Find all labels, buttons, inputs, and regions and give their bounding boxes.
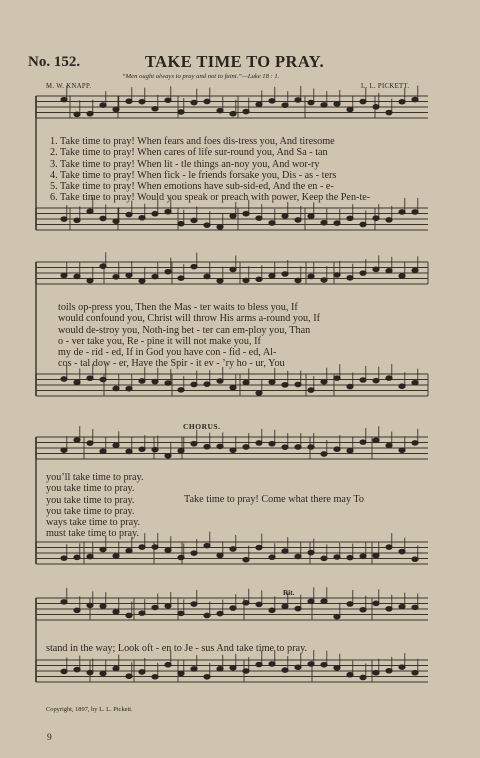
- note-head: [230, 267, 236, 272]
- note-head: [152, 545, 158, 550]
- note-head: [217, 108, 223, 113]
- verse-2-line: would confound you, Christ will throw His arms a-round you, If: [58, 313, 321, 325]
- note-head: [230, 547, 236, 552]
- note-head: [178, 276, 184, 281]
- verse-4-line: 4. Take time to pray! When fick - le friends forsake you, Dis - as - ters: [50, 169, 337, 181]
- note-head: [360, 99, 366, 104]
- note-head: [217, 611, 223, 616]
- chorus-line: you take time to pray.: [46, 483, 135, 495]
- verse-1-line: toils op-press you, Then the Mas - ter waits to bless you, If: [58, 302, 298, 313]
- note-head: [191, 602, 197, 607]
- note-head: [321, 452, 327, 457]
- note-head: [178, 448, 184, 453]
- note-head: [165, 548, 171, 553]
- note-head: [113, 274, 119, 279]
- note-head: [360, 554, 366, 559]
- chorus-line: ways take time to pray.: [46, 517, 141, 529]
- note-head: [243, 669, 249, 674]
- note-head: [87, 441, 93, 446]
- note-head: [282, 604, 288, 609]
- note-head: [373, 601, 379, 606]
- note-head: [243, 211, 249, 216]
- note-head: [334, 102, 340, 107]
- note-head: [126, 674, 132, 679]
- note-head: [204, 274, 210, 279]
- note-head: [282, 214, 288, 219]
- lyricist-credit: M. W. KNAPP.: [46, 83, 92, 90]
- note-head: [217, 444, 223, 449]
- note-head: [178, 221, 184, 226]
- note-head: [360, 378, 366, 383]
- note-head: [217, 278, 223, 283]
- note-head: [74, 667, 80, 672]
- note-head: [61, 600, 67, 605]
- note-head: [204, 613, 210, 618]
- note-head: [295, 278, 301, 283]
- note-head: [256, 277, 262, 282]
- note-head: [191, 100, 197, 105]
- note-head: [269, 555, 275, 560]
- system1-verses: [50, 136, 370, 204]
- note-head: [165, 662, 171, 667]
- note-head: [152, 274, 158, 279]
- note-head: [412, 605, 418, 610]
- note-head: [282, 445, 288, 450]
- note-head: [139, 670, 145, 675]
- note-head: [295, 665, 301, 670]
- note-head: [139, 215, 145, 220]
- note-head: [204, 223, 210, 228]
- note-head: [347, 216, 353, 221]
- note-head: [295, 382, 301, 387]
- note-head: [113, 443, 119, 448]
- note-head: [126, 386, 132, 391]
- note-head: [347, 276, 353, 281]
- note-head: [243, 109, 249, 114]
- note-head: [178, 110, 184, 115]
- chorus-line: you take time to pray.: [46, 505, 135, 517]
- note-head: [334, 221, 340, 226]
- note-head: [347, 602, 353, 607]
- note-head: [230, 606, 236, 611]
- note-head: [360, 675, 366, 680]
- note-head: [412, 441, 418, 446]
- note-head: [334, 447, 340, 452]
- note-head: [282, 383, 288, 388]
- note-head: [139, 99, 145, 104]
- note-head: [256, 216, 262, 221]
- note-head: [308, 214, 314, 219]
- note-head: [191, 264, 197, 269]
- note-head: [87, 670, 93, 675]
- verse-5-line: my de - rid - ed, If in God you have con - fid - ed, Al-: [58, 347, 277, 359]
- note-head: [256, 391, 262, 396]
- note-head: [61, 377, 67, 382]
- note-head: [191, 382, 197, 387]
- note-head: [412, 380, 418, 385]
- note-head: [399, 665, 405, 670]
- note-head: [386, 443, 392, 448]
- note-head: [139, 611, 145, 616]
- note-head: [230, 214, 236, 219]
- note-head: [100, 216, 106, 221]
- note-head: [100, 449, 106, 454]
- note-head: [113, 610, 119, 615]
- verse-3-line: 3. Take time to pray! When lit - tle things an-noy you, And wor-ry: [50, 158, 320, 170]
- note-head: [87, 278, 93, 283]
- note-head: [373, 105, 379, 110]
- note-head: [308, 662, 314, 667]
- note-head: [412, 557, 418, 562]
- note-head: [386, 606, 392, 611]
- chorus-refrain: Take time to pray! Come what there may To: [184, 494, 365, 505]
- scripture-epigraph: “Men ought always to pray and not to faint.”—Luke 18 : 1.: [122, 73, 280, 80]
- note-head: [295, 554, 301, 559]
- note-head: [204, 674, 210, 679]
- note-head: [308, 550, 314, 555]
- note-head: [334, 665, 340, 670]
- note-head: [113, 107, 119, 112]
- note-head: [386, 268, 392, 273]
- note-head: [87, 111, 93, 116]
- note-head: [204, 543, 210, 548]
- note-head: [295, 218, 301, 223]
- note-head: [230, 448, 236, 453]
- note-head: [334, 376, 340, 381]
- note-head: [61, 556, 67, 561]
- note-head: [412, 268, 418, 273]
- note-head: [230, 385, 236, 390]
- note-head: [165, 453, 171, 458]
- note-head: [308, 274, 314, 279]
- note-head: [191, 667, 197, 672]
- note-head: [100, 377, 106, 382]
- note-head: [165, 269, 171, 274]
- note-head: [61, 217, 67, 222]
- note-head: [126, 273, 132, 278]
- note-head: [308, 599, 314, 604]
- note-head: [321, 599, 327, 604]
- note-head: [334, 555, 340, 560]
- note-head: [74, 112, 80, 117]
- note-head: [139, 545, 145, 550]
- note-head: [74, 438, 80, 443]
- verse-6-line: cos - tal dow - er, Have the Spir - it ev - ’ry ho - ur, You: [58, 358, 285, 370]
- copyright-notice: Copyright, 1897, by L. L. Pickett.: [46, 706, 133, 713]
- note-head: [256, 602, 262, 607]
- note-head: [321, 379, 327, 384]
- note-head: [295, 98, 301, 103]
- note-head: [139, 279, 145, 284]
- verse-1-line: 1. Take time to pray! When fears and foes dis-tress you, And tiresome: [50, 136, 335, 147]
- note-head: [269, 662, 275, 667]
- chorus-line: you take time to pray.: [46, 494, 135, 506]
- note-head: [178, 611, 184, 616]
- note-head: [191, 441, 197, 446]
- note-head: [191, 551, 197, 556]
- note-head: [399, 549, 405, 554]
- note-head: [126, 613, 132, 618]
- note-head: [61, 669, 67, 674]
- note-head: [321, 103, 327, 108]
- note-head: [139, 447, 145, 452]
- note-head: [360, 440, 366, 445]
- note-head: [321, 278, 327, 283]
- note-head: [152, 379, 158, 384]
- note-head: [347, 107, 353, 112]
- note-head: [230, 111, 236, 116]
- chorus-label: CHORUS.: [183, 422, 221, 431]
- note-head: [282, 549, 288, 554]
- note-head: [217, 379, 223, 384]
- note-head: [126, 548, 132, 553]
- note-head: [399, 604, 405, 609]
- note-head: [113, 554, 119, 559]
- note-head: [139, 379, 145, 384]
- note-head: [347, 448, 353, 453]
- note-head: [165, 209, 171, 214]
- note-head: [360, 271, 366, 276]
- note-head: [243, 380, 249, 385]
- note-head: [100, 547, 106, 552]
- note-head: [100, 671, 106, 676]
- note-head: [308, 445, 314, 450]
- chorus-line: must take time to pray.: [46, 528, 139, 540]
- note-head: [152, 605, 158, 610]
- note-head: [373, 267, 379, 272]
- note-head: [269, 99, 275, 104]
- note-head: [178, 555, 184, 560]
- note-head: [386, 218, 392, 223]
- note-head: [334, 273, 340, 278]
- note-head: [152, 674, 158, 679]
- note-head: [399, 99, 405, 104]
- note-head: [217, 667, 223, 672]
- note-head: [204, 444, 210, 449]
- note-head: [399, 448, 405, 453]
- note-head: [243, 445, 249, 450]
- note-head: [87, 209, 93, 214]
- note-head: [256, 102, 262, 107]
- composer-credit: L. L. PICKETT.: [361, 83, 410, 90]
- note-head: [399, 274, 405, 279]
- note-head: [113, 219, 119, 224]
- note-head: [113, 666, 119, 671]
- note-head: [100, 103, 106, 108]
- note-head: [100, 264, 106, 269]
- note-head: [360, 222, 366, 227]
- note-head: [282, 668, 288, 673]
- note-head: [217, 225, 223, 230]
- note-head: [204, 99, 210, 104]
- note-head: [165, 98, 171, 103]
- note-head: [126, 449, 132, 454]
- note-head: [321, 662, 327, 667]
- note-head: [165, 604, 171, 609]
- note-head: [113, 386, 119, 391]
- note-head: [74, 608, 80, 613]
- chorus-verses: [46, 472, 144, 540]
- note-head: [256, 545, 262, 550]
- note-head: [243, 557, 249, 562]
- note-head: [347, 555, 353, 560]
- note-head: [178, 388, 184, 393]
- note-head: [308, 100, 314, 105]
- note-head: [269, 380, 275, 385]
- note-head: [386, 110, 392, 115]
- note-head: [61, 273, 67, 278]
- ritardando-mark: Rit.: [283, 589, 295, 597]
- verse-4-line: o - ver take you, Re - pine it will not make you, If: [58, 335, 261, 347]
- note-head: [269, 441, 275, 446]
- note-head: [74, 274, 80, 279]
- verse-3-line: would de-stroy you, Noth-ing bet - ter can em-ploy you, Than: [58, 324, 311, 336]
- note-head: [74, 555, 80, 560]
- note-head: [399, 384, 405, 389]
- note-head: [295, 445, 301, 450]
- note-head: [334, 614, 340, 619]
- page-number: 9: [47, 733, 52, 743]
- note-head: [347, 672, 353, 677]
- note-head: [61, 97, 67, 102]
- note-head: [399, 210, 405, 215]
- note-head: [126, 212, 132, 217]
- note-head: [152, 447, 158, 452]
- note-head: [386, 545, 392, 550]
- note-head: [178, 671, 184, 676]
- note-head: [412, 97, 418, 102]
- note-head: [243, 278, 249, 283]
- note-head: [412, 670, 418, 675]
- note-head: [269, 608, 275, 613]
- note-head: [152, 211, 158, 216]
- note-head: [373, 216, 379, 221]
- note-head: [295, 606, 301, 611]
- verse-6-line: 6. Take time to pray! Would you speak or preach with power, Keep the Pen-te-: [50, 192, 371, 204]
- note-head: [61, 448, 67, 453]
- note-head: [373, 670, 379, 675]
- verse-5-line: 5. Take time to pray! When emotions have sub-sid-ed, And the en - e-: [50, 181, 334, 193]
- note-head: [282, 272, 288, 277]
- note-head: [321, 556, 327, 561]
- note-head: [126, 99, 132, 104]
- note-head: [256, 441, 262, 446]
- note-head: [243, 600, 249, 605]
- note-head: [165, 381, 171, 386]
- note-head: [373, 438, 379, 443]
- hymn-title: TAKE TIME TO PRAY.: [145, 52, 324, 71]
- note-head: [321, 220, 327, 225]
- note-head: [347, 384, 353, 389]
- note-head: [412, 210, 418, 215]
- note-head: [308, 388, 314, 393]
- note-head: [230, 665, 236, 670]
- note-head: [100, 604, 106, 609]
- note-head: [386, 668, 392, 673]
- note-head: [282, 103, 288, 108]
- note-head: [256, 662, 262, 667]
- note-head: [269, 221, 275, 226]
- system4-lyric: stand in the way; Look oft - en to Je - sus And take time to pray.: [46, 643, 308, 654]
- system2-verses: [58, 302, 320, 370]
- note-head: [152, 106, 158, 111]
- note-head: [191, 218, 197, 223]
- verse-2-line: 2. Take time to pray! When cares of life sur-round you, And Sa - tan: [50, 147, 328, 159]
- note-head: [74, 380, 80, 385]
- hymn-number: No. 152.: [28, 54, 81, 70]
- note-head: [87, 554, 93, 559]
- note-head: [269, 274, 275, 279]
- note-head: [74, 218, 80, 223]
- note-head: [386, 376, 392, 381]
- chorus-line: you’ll take time to pray.: [46, 472, 144, 483]
- note-head: [373, 553, 379, 558]
- note-head: [360, 607, 366, 612]
- note-head: [204, 382, 210, 387]
- note-head: [217, 553, 223, 558]
- note-head: [373, 378, 379, 383]
- note-head: [87, 603, 93, 608]
- note-head: [87, 376, 93, 381]
